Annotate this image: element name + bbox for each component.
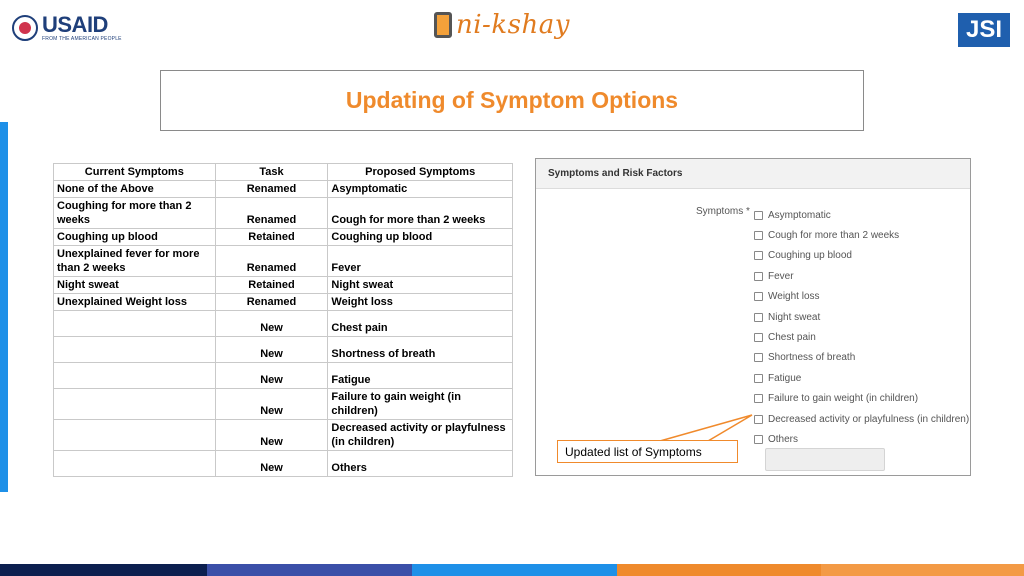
- checkbox[interactable]: [754, 251, 763, 260]
- cell-proposed: Others: [328, 451, 513, 477]
- bar-segment: [821, 564, 1024, 576]
- bottom-color-bar: [0, 564, 1024, 576]
- option-label: Others: [768, 433, 799, 445]
- symptoms-label: Symptoms *: [696, 206, 750, 217]
- option-label: Chest pain: [768, 332, 816, 344]
- cell-proposed: Chest pain: [328, 311, 513, 337]
- checkbox[interactable]: [754, 211, 763, 220]
- option-label: Night sweat: [768, 311, 821, 323]
- checkbox[interactable]: [754, 292, 763, 301]
- cell-proposed: Decreased activity or playfulness (in children): [328, 420, 513, 451]
- header-task: Task: [215, 164, 328, 181]
- cell-proposed: Coughing up blood: [328, 229, 513, 246]
- cell-task: Renamed: [215, 181, 328, 198]
- symptom-option[interactable]: [754, 307, 969, 327]
- symptom-option[interactable]: [754, 327, 969, 347]
- cell-task: New: [215, 451, 328, 477]
- option-label: Fever: [768, 270, 794, 282]
- header-proposed: Proposed Symptoms: [328, 164, 513, 181]
- updated-list-callout: Updated list of Symptoms: [557, 440, 738, 463]
- checkbox[interactable]: [754, 374, 763, 383]
- usaid-logo: [12, 14, 122, 42]
- usaid-wordmark: USAID: [42, 12, 108, 37]
- cell-current: Coughing up blood: [54, 229, 216, 246]
- table-row: [54, 337, 513, 363]
- checkbox[interactable]: [754, 394, 763, 403]
- left-accent-bar: [0, 122, 8, 492]
- cell-current: [54, 337, 216, 363]
- bar-segment: [207, 564, 412, 576]
- checkbox[interactable]: [754, 353, 763, 362]
- cell-task: Renamed: [215, 246, 328, 277]
- option-label: Failure to gain weight (in children): [768, 393, 919, 405]
- symptom-option[interactable]: [754, 409, 969, 429]
- checkbox[interactable]: [754, 272, 763, 281]
- symptom-option[interactable]: [754, 266, 969, 286]
- cell-current: Coughing for more than 2 weeks: [54, 198, 216, 229]
- cell-proposed: Weight loss: [328, 294, 513, 311]
- cell-proposed: Shortness of breath: [328, 337, 513, 363]
- symptom-option[interactable]: [754, 348, 969, 368]
- checkbox[interactable]: [754, 231, 763, 240]
- symptom-option[interactable]: [754, 287, 969, 307]
- cell-current: [54, 311, 216, 337]
- checkbox[interactable]: [754, 435, 763, 444]
- cell-current: Unexplained fever for more than 2 weeks: [54, 246, 216, 277]
- page-title: Updating of Symptom Options: [345, 87, 679, 113]
- usaid-seal-icon: [12, 15, 38, 41]
- cell-task: New: [215, 389, 328, 420]
- table-row: [54, 198, 513, 229]
- table-row: [54, 294, 513, 311]
- cell-proposed: Failure to gain weight (in children): [328, 389, 513, 420]
- cell-task: New: [215, 337, 328, 363]
- cell-task: New: [215, 311, 328, 337]
- symptom-option[interactable]: [754, 205, 969, 225]
- table-row: [54, 363, 513, 389]
- option-label: Coughing up blood: [768, 250, 852, 262]
- cell-proposed: Fatigue: [328, 363, 513, 389]
- option-label: Fatigue: [768, 372, 802, 384]
- symptom-option[interactable]: [754, 368, 969, 388]
- table-row: [54, 181, 513, 198]
- symptom-option[interactable]: [754, 246, 969, 266]
- others-text-input[interactable]: [765, 448, 885, 471]
- cell-proposed: Fever: [328, 246, 513, 277]
- title-box: [160, 70, 864, 131]
- cell-current: [54, 363, 216, 389]
- symptom-option[interactable]: [754, 429, 969, 449]
- nikshay-logo: [434, 10, 570, 40]
- symptom-options: [754, 205, 969, 450]
- symptom-option[interactable]: [754, 389, 969, 409]
- cell-task: Renamed: [215, 198, 328, 229]
- table-row: [54, 229, 513, 246]
- checkbox[interactable]: [754, 333, 763, 342]
- option-label: Cough for more than 2 weeks: [768, 230, 900, 242]
- bar-segment: [0, 564, 207, 576]
- phone-icon: [434, 12, 452, 38]
- cell-task: Retained: [215, 277, 328, 294]
- bar-segment: [617, 564, 821, 576]
- cell-task: Retained: [215, 229, 328, 246]
- nikshay-wordmark: ni-kshay: [456, 10, 570, 40]
- symptoms-form-panel: [535, 158, 971, 476]
- cell-current: Unexplained Weight loss: [54, 294, 216, 311]
- table-row: [54, 420, 513, 451]
- symptom-option[interactable]: [754, 225, 969, 245]
- table-row: [54, 311, 513, 337]
- symptom-table: [53, 163, 513, 477]
- cell-proposed: Cough for more than 2 weeks: [328, 198, 513, 229]
- table-header-row: [54, 164, 513, 181]
- header-current: Current Symptoms: [54, 164, 216, 181]
- cell-task: Renamed: [215, 294, 328, 311]
- cell-current: None of the Above: [54, 181, 216, 198]
- option-label: Asymptomatic: [768, 209, 831, 221]
- table-row: [54, 246, 513, 277]
- cell-current: Night sweat: [54, 277, 216, 294]
- cell-proposed: Asymptomatic: [328, 181, 513, 198]
- table-row: [54, 389, 513, 420]
- cell-task: New: [215, 363, 328, 389]
- jsi-logo: JSI: [958, 13, 1010, 47]
- table-row: [54, 451, 513, 477]
- bar-segment: [412, 564, 617, 576]
- usaid-tagline: FROM THE AMERICAN PEOPLE: [42, 36, 122, 42]
- form-section-header: Symptoms and Risk Factors: [536, 159, 970, 189]
- option-label: Shortness of breath: [768, 352, 856, 364]
- cell-task: New: [215, 420, 328, 451]
- checkbox[interactable]: [754, 415, 763, 424]
- option-label: Weight loss: [768, 291, 820, 303]
- checkbox[interactable]: [754, 313, 763, 322]
- table-row: [54, 277, 513, 294]
- cell-proposed: Night sweat: [328, 277, 513, 294]
- option-label: Decreased activity or playfulness (in children): [768, 413, 970, 425]
- cell-current: [54, 420, 216, 451]
- cell-current: [54, 451, 216, 477]
- cell-current: [54, 389, 216, 420]
